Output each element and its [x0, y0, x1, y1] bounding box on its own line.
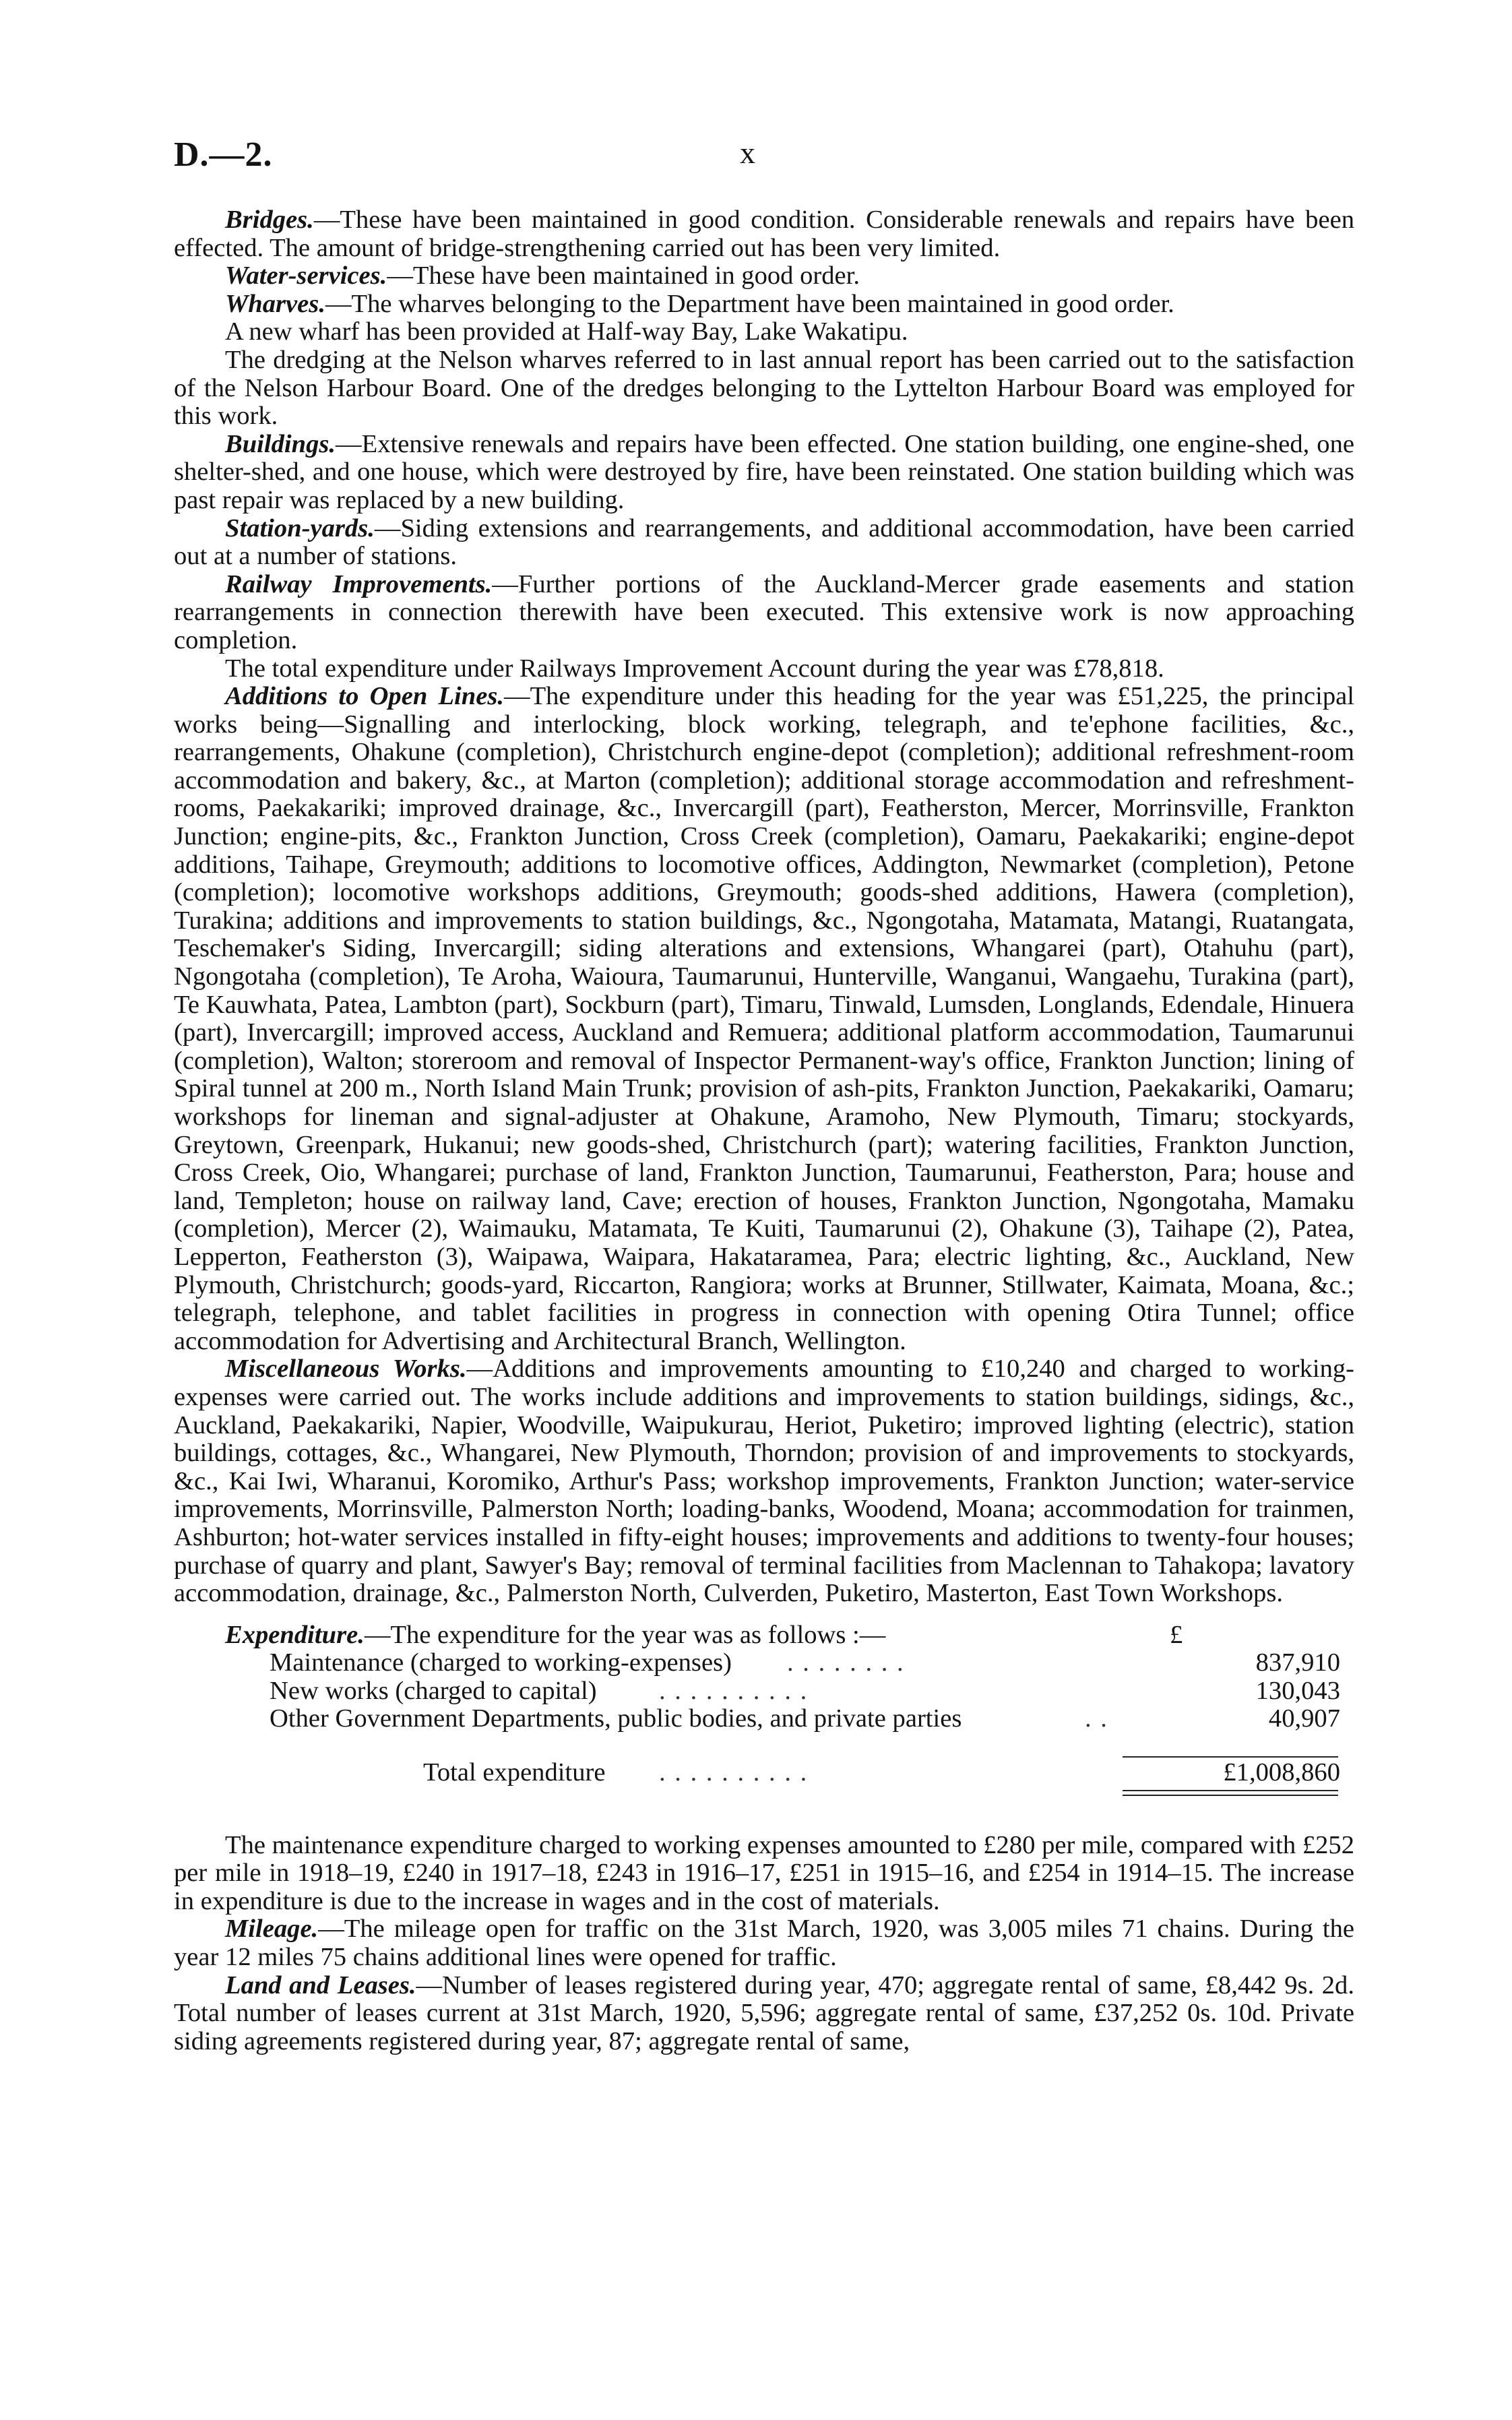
expenditure-label: Maintenance (charged to working-expenses)	[270, 1648, 732, 1677]
runin-heading: Miscellaneous Works.	[225, 1355, 467, 1384]
runin-heading: Mileage.	[225, 1915, 319, 1944]
expenditure-row	[174, 1649, 1354, 1677]
expenditure-table	[174, 1621, 1354, 1787]
paragraph-text: —Further portions of the Auckland-Mercer grade easements and station rearrangements in connection therewith have been executed. This extensive work is now approaching completion.	[174, 569, 1354, 654]
runin-heading: Buildings.	[225, 429, 336, 458]
paragraph-railway-improvements	[174, 571, 1354, 655]
expenditure-amount: 130,043	[1255, 1676, 1340, 1705]
expenditure-intro	[174, 1621, 885, 1650]
expenditure-intro-text: —The expenditure for the year was as follows :—	[364, 1620, 886, 1649]
runin-heading: Expenditure.	[225, 1620, 365, 1649]
runin-heading: Bridges.	[225, 206, 314, 234]
paragraph-text: The dredging at the Nelson wharves referred to in last annual report has been carried out to the satisfaction of the Nelson Harbour Board. One of the dredges belonging to the Lyttelton Harbour Board was employed for this work.	[174, 345, 1354, 431]
runin-heading: Railway Improvements.	[225, 569, 493, 598]
paragraph-buildings	[174, 431, 1354, 515]
report-body	[174, 206, 1354, 2055]
runin-heading: Land and Leases.	[225, 1971, 416, 1999]
expenditure-intro-row	[174, 1621, 1354, 1650]
expenditure-label: New works (charged to capital)	[270, 1676, 597, 1705]
paragraph-station-yards	[174, 515, 1354, 571]
paragraph-text: The total expenditure under Railways Improvement Account during the year was £78,818.	[225, 654, 1164, 683]
expenditure-row	[174, 1677, 1354, 1706]
currency-unit: £	[1170, 1620, 1183, 1649]
runin-heading: Additions to Open Lines.	[225, 682, 504, 711]
paragraph-bridges	[174, 206, 1354, 262]
page-header	[0, 135, 1512, 175]
total-label: Total expenditure	[423, 1758, 606, 1787]
paragraph-text: —The mileage open for traffic on the 31st March, 1920, was 3,005 miles 71 chains. During the year 12 miles 75 chains additional lines were opened for traffic.	[174, 1915, 1354, 1972]
paragraph-text: —These have been maintained in good condition. Considerable renewals and repairs have been effected. The amount of bridge-strengthening carried out has been very limited.	[174, 206, 1354, 262]
expenditure-total-row	[174, 1759, 1354, 1787]
runin-heading: Wharves.	[225, 289, 325, 318]
paragraph-text: The maintenance expenditure charged to working expenses amounted to £280 per mile, compared with £252 per mile in 1918–19, £240 in 1917–18, £243 in 1916–17, £251 in 1915–16, and £254 in 1914–15. The increase in expenditure is due to the increase in wages and in the cost of materials.	[174, 1830, 1354, 1915]
paragraph-text: —Additions and improvements amounting to £10,240 and charged to working-expenses were carried out. The works include additions and improvements to station buildings, sidings, &c., Auckland, Paekakariki, Napier, Woodville, Waipukurau, Heriot, Puketiro; improved lighting (electric), station buildings, cottages, &c., Whangarei, New Plymouth, Thorndon; provision of and improvements to stockyards, &c., Kai Iwi, Wharanui, Koromiko, Arthur's Pass; workshop improvements, Frankton Junction; water-service improvements, Morrinsville, Palmerston North; loading-banks, Woodend, Moana; accommodation for trainmen, Ashburton; hot-water services installed in fifty-eight houses; improvements and additions to twenty-four houses; purchase of quarry and plant, Sawyer's Bay; removal of terminal facilities from Maclennan to Tahakopa; lavatory accommodation, drainage, &c., Palmerston North, Culverden, Puketiro, Masterton, East Town Workshops.	[174, 1355, 1354, 1608]
paragraph-additions-open-lines	[174, 683, 1354, 1355]
paragraph-wharves	[174, 290, 1354, 319]
expenditure-label: Other Government Departments, public bodies, and private parties	[270, 1704, 962, 1733]
total-amount: £1,008,860	[1223, 1758, 1340, 1787]
paragraph-text: —The expenditure under this heading for the year was £51,225, the principal works being—Signalling and interlocking, block working, telegraph, and te'ephone facilities, &c., rearrangements, Ohakune (completion), Christchurch engine-depot (completion); additional refreshment-room accommodation and bakery, &c., at Marton (completion); additional storage accommodation and refreshment-rooms, Paekakariki; improved drainage, &c., Invercargill (part), Featherston, Mercer, Morrinsville, Frankton Junction; engine-pits, &c., Frankton Junction, Cross Creek (completion), Oamaru, Paekakariki; engine-depot additions, Taihape, Greymouth; additions to locomotive offices, Addington, Newmarket (completion), Petone (completion); locomotive workshops additions, Greymouth; goods-shed additions, Hawera (completion), Turakina; additions and improvements to station buildings, &c., Ngongotaha, Matamata, Matangi, Ruatangata, Teschemaker's Siding, Invercargill; siding alterations and extensions, Whangarei (part), Otahuhu (part), Ngongotaha (completion), Te Aroha, Waioura, Taumarunui, Hunterville, Wanganui, Wangaehu, Turakina (part), Te Kauwhata, Patea, Lambton (part), Sockburn (part), Timaru, Tinwald, Lumsden, Longlands, Edendale, Hinuera (part), Invercargill; improved access, Auckland and Remuera; additional platform accommodation, Taumarunui (completion), Walton; storeroom and removal of Inspector Permanent-way's office, Frankton Junction; lining of Spiral tunnel at 200 m., North Island Main Trunk; provision of ash-pits, Frankton Junction, Paekakariki, Oamaru; workshops for lineman and signal-adjuster at Ohakune, Aramoho, New Plymouth, Timaru; stockyards, Greytown, Greenpark, Hukanui; new goods-shed, Christchurch (part); watering facilities, Frankton Junction, Cross Creek, Oio, Whangarei; purchase of land, Frankton Junction, Taumarunui, Featherston, Para; house and land, Templeton; house on railway land, Cave; erection of houses, Frankton Junction, Ngongotaha, Mamaku (completion), Mercer (2), Waimauku, Matamata, Te Kuiti, Taumarunui (2), Ohakune (3), Taihape (2), Patea, Lepperton, Featherston (3), Waipawa, Waipara, Hakataramea, Para; electric lighting, &c., Auckland, New Plymouth, Christchurch; goods-yard, Riccarton, Rangiora; works at Brunner, Stillwater, Kaimata, Moana, &c.; telegraph, telephone, and tablet facilities in progress in connection with opening Otira Tunnel; office accommodation for Advertising and Architectural Branch, Wellington.	[174, 682, 1354, 1355]
page-number: x	[740, 135, 755, 170]
leader-dots: . . . . . . . . . .	[659, 1676, 809, 1705]
leader-dots: . . . . . . . .	[787, 1648, 905, 1677]
total-rule	[1123, 1756, 1338, 1758]
expenditure-row	[174, 1705, 1354, 1733]
paragraph-maintenance-cost	[174, 1832, 1354, 1916]
paragraph-dredging	[174, 346, 1354, 431]
runin-heading: Station-yards.	[225, 514, 375, 542]
paragraph-new-wharf	[174, 318, 1354, 346]
runin-heading: Water-services.	[225, 261, 387, 290]
paragraph-text: —Extensive renewals and repairs have been effected. One station building, one engine-shed, one shelter-shed, and one house, which were destroyed by fire, have been reinstated. One station building which was past repair was replaced by a new building.	[174, 429, 1354, 514]
paragraph-water-services	[174, 262, 1354, 290]
total-double-rule	[1123, 1790, 1338, 1796]
paragraph-miscellaneous-works	[174, 1355, 1354, 1607]
paragraph-mileage	[174, 1915, 1354, 1971]
leader-dots: . . . . . . . . . .	[659, 1758, 809, 1787]
paragraph-text: —Number of leases registered during year, 470; aggregate rental of same, £8,442 9s. 2d. Total number of leases current at 31st March, 1920, 5,596; aggregate rental of same, £37,252 0s. 10d. Private siding agreements registered during year, 87; aggregate rental of same,	[174, 1971, 1354, 2055]
expenditure-amount: 837,910	[1255, 1648, 1340, 1677]
paragraph-text: —These have been maintained in good order.	[387, 261, 860, 290]
paragraph-improvement-account	[174, 655, 1354, 683]
paragraph-text: —The wharves belonging to the Department have been maintained in good order.	[325, 289, 1174, 318]
document-reference: D.—2.	[174, 135, 273, 174]
paragraph-land-leases	[174, 1972, 1354, 2056]
paragraph-text: —Siding extensions and rearrangements, and additional accommodation, have been carried out at a number of stations.	[174, 514, 1354, 571]
paragraph-text: A new wharf has been provided at Half-way Bay, Lake Wakatipu.	[225, 317, 908, 346]
leader-dots: . .	[1085, 1704, 1108, 1733]
expenditure-amount: 40,907	[1268, 1704, 1340, 1733]
